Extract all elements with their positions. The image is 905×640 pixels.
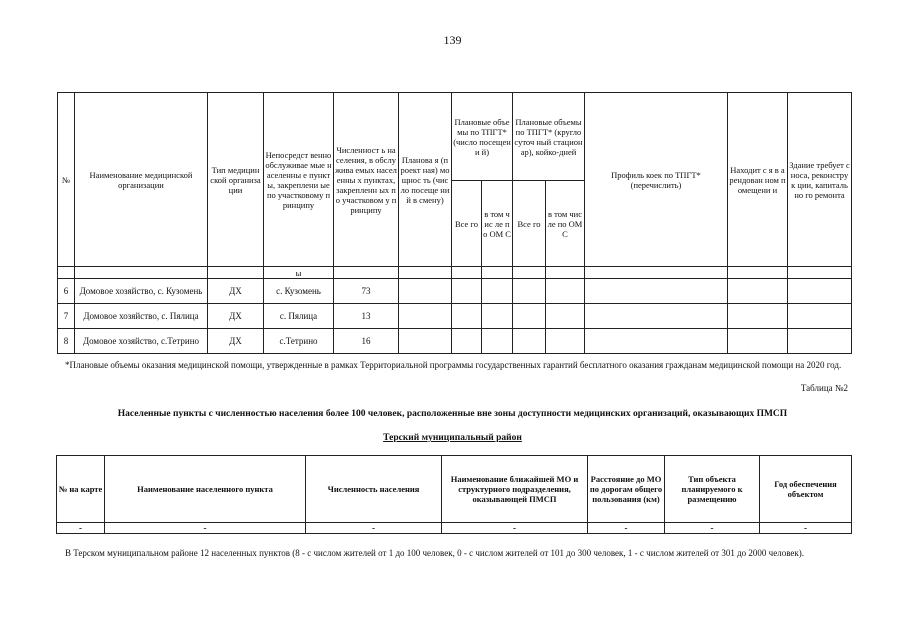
cell-population: 16 <box>334 329 399 354</box>
header-year: Год обеспечения объектом <box>760 456 852 523</box>
cell-name: Домовое хозяйство, с. Кузомень <box>75 279 208 304</box>
cell-name: Домовое хозяйство, с. Пялица <box>75 304 208 329</box>
cell-settlement: с.Тетрино <box>264 329 334 354</box>
header-type: Тип медицин ской организа ции <box>208 93 264 267</box>
header-served-settlements: Непосредст венно обслуживае мые населенны е пункты, закреплени ые по участковому принципу <box>264 93 334 267</box>
cell-distance: - <box>588 523 665 534</box>
partial-row-text: ы <box>264 267 334 279</box>
cell-num: 6 <box>58 279 75 304</box>
header-map-num: № на карте <box>57 456 105 523</box>
cell-nearest-mo: - <box>442 523 588 534</box>
settlements-table <box>56 455 852 534</box>
section-title: Населенные пункты с численностью населения более 100 человек, расположенные вне зоны доступности медицинских организаций, оказывающих ПМСП <box>117 409 788 419</box>
header-name: Наименование медицинской организации <box>75 93 208 267</box>
header-bed-profile: Профиль коек по ТПГТ* (перечислить) <box>585 93 728 267</box>
header-demolition: Здание требует сноса, реконструк ции, капитально го ремонта <box>788 93 852 267</box>
header-tpgt-visits: Плановые объемы по ТПГТ* (число посещени й) <box>452 93 513 181</box>
cell-type: ДХ <box>208 279 264 304</box>
header-beds-total: Все го <box>513 181 546 267</box>
header-rented: Находит с я в арендован ном помещени и <box>728 93 788 267</box>
district-title: Терский муниципальный район <box>383 433 522 443</box>
cell-name: Домовое хозяйство, с.Тетрино <box>75 329 208 354</box>
header-capacity: Планова я (проект ная) мощнос ть (число посеще ний в смену) <box>399 93 452 267</box>
medical-organizations-table <box>57 92 852 354</box>
table-row <box>57 523 852 534</box>
cell-num: 7 <box>58 304 75 329</box>
header-object-type: Тип объекта планируемого к размещению <box>665 456 760 523</box>
header-visits-total: Все го <box>452 181 482 267</box>
table-row <box>58 304 852 329</box>
cell-population: 13 <box>334 304 399 329</box>
cell-object-type: - <box>665 523 760 534</box>
header-num: № <box>58 93 75 267</box>
cell-settlement: с. Пялица <box>264 304 334 329</box>
table-row <box>58 329 852 354</box>
table-label: Таблица №2 <box>800 383 848 393</box>
cell-type: ДХ <box>208 304 264 329</box>
footnote: *Плановые объемы оказания медицинской помощи, утвержденные в рамках Территориальной программы государственных гарантий бесплатного оказания гражданам медицинской помощи на 2020 год. <box>65 360 842 370</box>
table-row <box>58 279 852 304</box>
cell-settlement: - <box>105 523 306 534</box>
header-nearest-mo: Наименование ближайшей МО и структурного подразделения, оказывающей ПМСП <box>442 456 588 523</box>
table-row <box>58 267 852 279</box>
cell-map-num: - <box>57 523 105 534</box>
header-settlement: Наименование населенного пункта <box>105 456 306 523</box>
cell-population: - <box>306 523 442 534</box>
cell-year: - <box>760 523 852 534</box>
header-tpgt-beds: Плановые объемы по ТПГТ* (круглосуточ ный стационар), койко-дней <box>513 93 585 181</box>
cell-population: 73 <box>334 279 399 304</box>
cell-num: 8 <box>58 329 75 354</box>
header-distance: Расстояние до МО по дорогам общего пользования (км) <box>588 456 665 523</box>
page-number: 139 <box>443 33 462 47</box>
header-visits-oms: в том чис ле по ОМ С <box>482 181 513 267</box>
bottom-note: В Терском муниципальном районе 12 населенных пунктов (8 - с числом жителей от 1 до 100 человек, 0 - с числом жителей от 101 до 300 человек, 1 - с числом жителей от 301 до 2000 человек). <box>65 548 805 558</box>
cell-type: ДХ <box>208 329 264 354</box>
header-beds-oms: в том числе по ОМС <box>546 181 585 267</box>
header-population: Численность населения <box>306 456 442 523</box>
cell-settlement: с. Кузомень <box>264 279 334 304</box>
header-population: Численност ь населения, в обслужива емых населенны х пунктах, закрепленн ых по участковом у принципу <box>334 93 399 267</box>
